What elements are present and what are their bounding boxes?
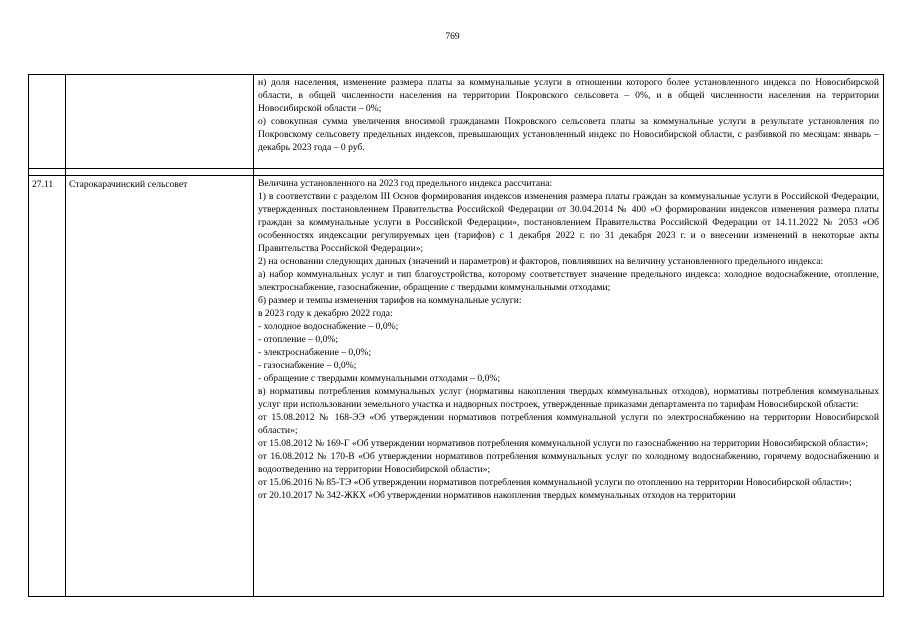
separator-cell <box>29 169 66 176</box>
paragraph: б) размер и темпы изменения тарифов на коммунальные услуги: <box>258 295 522 306</box>
row-name <box>66 75 253 77</box>
page-number: 769 <box>445 32 460 42</box>
paragraph: от 15.08.2012 № 169-Г «Об утверждении нормативов потребления коммунальной услуги по газоснабжению на территории Новосибирской области»; <box>258 438 869 449</box>
paragraph: о) совокупная сумма увеличения вносимой гражданами Покровского сельсовета платы за коммунальные услуги в результате установления по Покровскому сельсовету предельных индексов, превышающих установленный индекс по Новосибирской области, с разбивкой по месяцам: январь – декабрь 2023 года – 0 руб. <box>258 116 879 153</box>
row-name-cell <box>66 176 254 597</box>
list-item: - электроснабжение – 0,0%; <box>258 347 372 358</box>
row-name: Старокарачинский сельсовет <box>69 179 188 190</box>
table-row <box>29 176 884 597</box>
paragraph: н) доля населения, изменение размера платы за коммунальные услуги в отношении которого более установленного индекса по Новосибирской области, в общей численности населения на территории Покровского сельсовета – 0%, и в общей численности населения на территории Новосибирской области – 0%; <box>258 77 879 114</box>
paragraph: от 15.08.2012 № 168-ЭЭ «Об утверждении нормативов потребления коммунальной услуги по электроснабжению на территории Новосибирской области»; <box>258 412 879 436</box>
row-number-cell <box>29 176 66 597</box>
paragraph: от 15.06.2016 № 85-ТЭ «Об утверждении нормативов потребления коммунальной услуги по отоплению на территории Новосибирской области»; <box>258 477 852 488</box>
list-item: - холодное водоснабжение – 0,0%; <box>258 321 399 332</box>
paragraph: в 2023 году к декабрю 2022 года: <box>258 308 393 319</box>
paragraph: Величина установленного на 2023 год предельного индекса рассчитана: <box>258 178 553 189</box>
row-number: 27.11 <box>32 179 54 190</box>
separator-cell <box>66 169 254 176</box>
row-body-cell <box>254 75 884 169</box>
table-row <box>29 75 884 169</box>
list-item: - обращение с твердыми коммунальными отходами – 0,0%; <box>258 373 501 384</box>
document-table <box>28 74 884 597</box>
row-body <box>254 75 883 156</box>
list-item: - отопление – 0,0%; <box>258 334 339 345</box>
row-number-cell <box>29 75 66 169</box>
row-body <box>254 176 883 504</box>
row-body-cell <box>254 176 884 597</box>
row-name-cell <box>66 75 254 169</box>
separator-cell <box>254 169 884 176</box>
paragraph: 1) в соответствии с разделом III Основ формирования индексов изменения размера платы граждан за коммунальные услуги в Российской Федерации, утвержденных постановлением Правительства Российской Федерации от 30.04.2014 № 400 «О формировании индексов изменения размера платы граждан за коммунальные услуги в Российской Федерации», постановлением Правительства Российской Федерации от 14.11.2022 № 2053 «Об особенностях индексации регулируемых цен (тарифов) с 1 декабря 2022 г. по 31 декабря 2023 г. и о внесении изменений в некоторые акты Правительства Российской Федерации»; <box>258 191 879 254</box>
paragraph: от 16.08.2012 № 170-В «Об утверждении нормативов потребления коммунальных услуг по холодному водоснабжению, горячему водоснабжению и водоотведению на территории Новосибирской области»; <box>258 451 879 475</box>
paragraph: 2) на основании следующих данных (значений и параметров) и факторов, повлиявших на величину установленного предельного индекса: <box>258 256 824 267</box>
paragraph: в) нормативы потребления коммунальных услуг (нормативы накопления твердых коммунальных отходов), нормативы потребления коммунальных услуг при использовании земельного участка и надворных построек, утвержденные приказами департамента по тарифам Новосибирской области: <box>258 386 879 410</box>
paragraph: от 20.10.2017 № 342-ЖКХ «Об утверждении нормативов накопления твердых коммунальных отходов на территории <box>258 490 736 501</box>
table-row-separator <box>29 169 884 176</box>
row-number <box>29 75 65 77</box>
paragraph: а) набор коммунальных услуг и тип благоустройства, которому соответствует значение предельного индекса: холодное водоснабжение, отопление, электроснабжение, газоснабжение, обращение с твердыми коммунальными отходами; <box>258 269 879 293</box>
list-item: - газоснабжение – 0,0%; <box>258 360 357 371</box>
